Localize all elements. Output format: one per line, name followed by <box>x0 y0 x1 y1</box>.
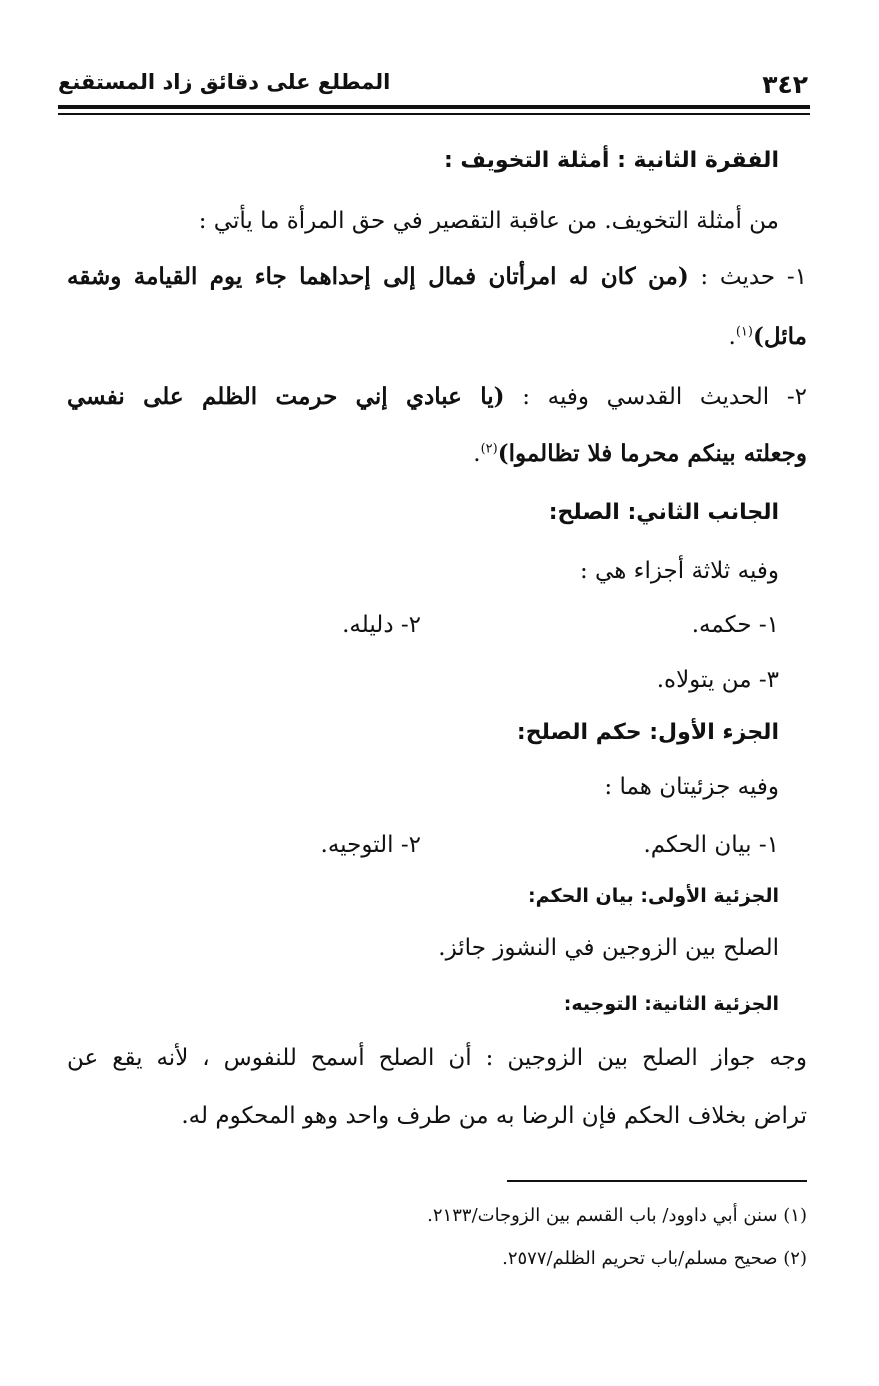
footnote-1: (١) سنن أبي داوود/ باب القسم بين الزوجات/٢١٣٣. <box>427 1205 807 1226</box>
footnote-ref-2[interactable]: (٢) <box>480 441 498 457</box>
hadith-1-prefix: ١- حديث : <box>688 264 807 290</box>
header-rule-thick <box>58 105 810 109</box>
hadith-1-line-2 <box>729 323 807 352</box>
section-heading: الفقرة الثانية : أمثلة التخويف : <box>443 148 779 173</box>
aspect-2-part-1: ١- حكمه. <box>691 612 779 638</box>
subpart-1-text: الصلح بين الزوجين في النشوز جائز. <box>438 935 779 961</box>
aspect-2-heading: الجانب الثاني: الصلح: <box>548 500 779 525</box>
page-number: ٣٤٢ <box>762 70 808 99</box>
intro-paragraph: من أمثلة التخويف. من عاقبة التقصير في حق المرأة ما يأتي : <box>198 208 779 234</box>
subpart-1-heading: الجزئية الأولى: بيان الحكم: <box>528 885 779 907</box>
hadith-2-text-end: وجعلته بينكم محرما فلا تظالموا) <box>497 440 807 467</box>
part-1-item-1: ١- بيان الحكم. <box>643 832 779 858</box>
hadith-1-text-end: مائل) <box>752 323 807 350</box>
aspect-2-intro: وفيه ثلاثة أجزاء هي : <box>579 558 779 584</box>
part-1-intro: وفيه جزئيتان هما : <box>604 774 779 800</box>
hadith-1-line-1 <box>67 263 807 292</box>
subpart-2-text-line-1: وجه جواز الصلح بين الزوجين : أن الصلح أسمح للنفوس ، لأنه يقع عن <box>67 1045 807 1071</box>
subpart-2-text-line-2: تراض بخلاف الحكم فإن الرضا به من طرف واحد وهو المحكوم له. <box>181 1103 807 1129</box>
hadith-1-text: (من كان له امرأتان فمال إلى إحداهما جاء يوم القيامة وشقه <box>67 263 689 290</box>
hadith-2-text: (يا عبادي إني حرمت الظلم على نفسي <box>67 383 505 410</box>
aspect-2-part-2: ٢- دليله. <box>342 612 421 638</box>
part-1-item-2: ٢- التوجيه. <box>320 832 421 858</box>
header-rule-thin <box>58 113 810 115</box>
book-title: المطلع على دقائق زاد المستقنع <box>58 70 391 94</box>
hadith-1-period: . <box>728 324 736 350</box>
hadith-2-prefix: ٢- الحديث القدسي وفيه : <box>504 384 807 410</box>
footnote-2: (٢) صحيح مسلم/باب تحريم الظلم/٢٥٧٧. <box>502 1248 807 1269</box>
hadith-2-period: . <box>473 441 481 467</box>
footnote-ref-1[interactable]: (١) <box>735 324 753 340</box>
aspect-2-part-3: ٣- من يتولاه. <box>656 667 779 693</box>
footnote-separator <box>507 1180 807 1182</box>
page-header <box>58 62 808 106</box>
hadith-2-line-2 <box>473 440 807 469</box>
hadith-2-line-1 <box>67 383 807 412</box>
subpart-2-heading: الجزئية الثانية: التوجيه: <box>563 993 779 1015</box>
part-1-heading: الجزء الأول: حكم الصلح: <box>516 720 779 745</box>
